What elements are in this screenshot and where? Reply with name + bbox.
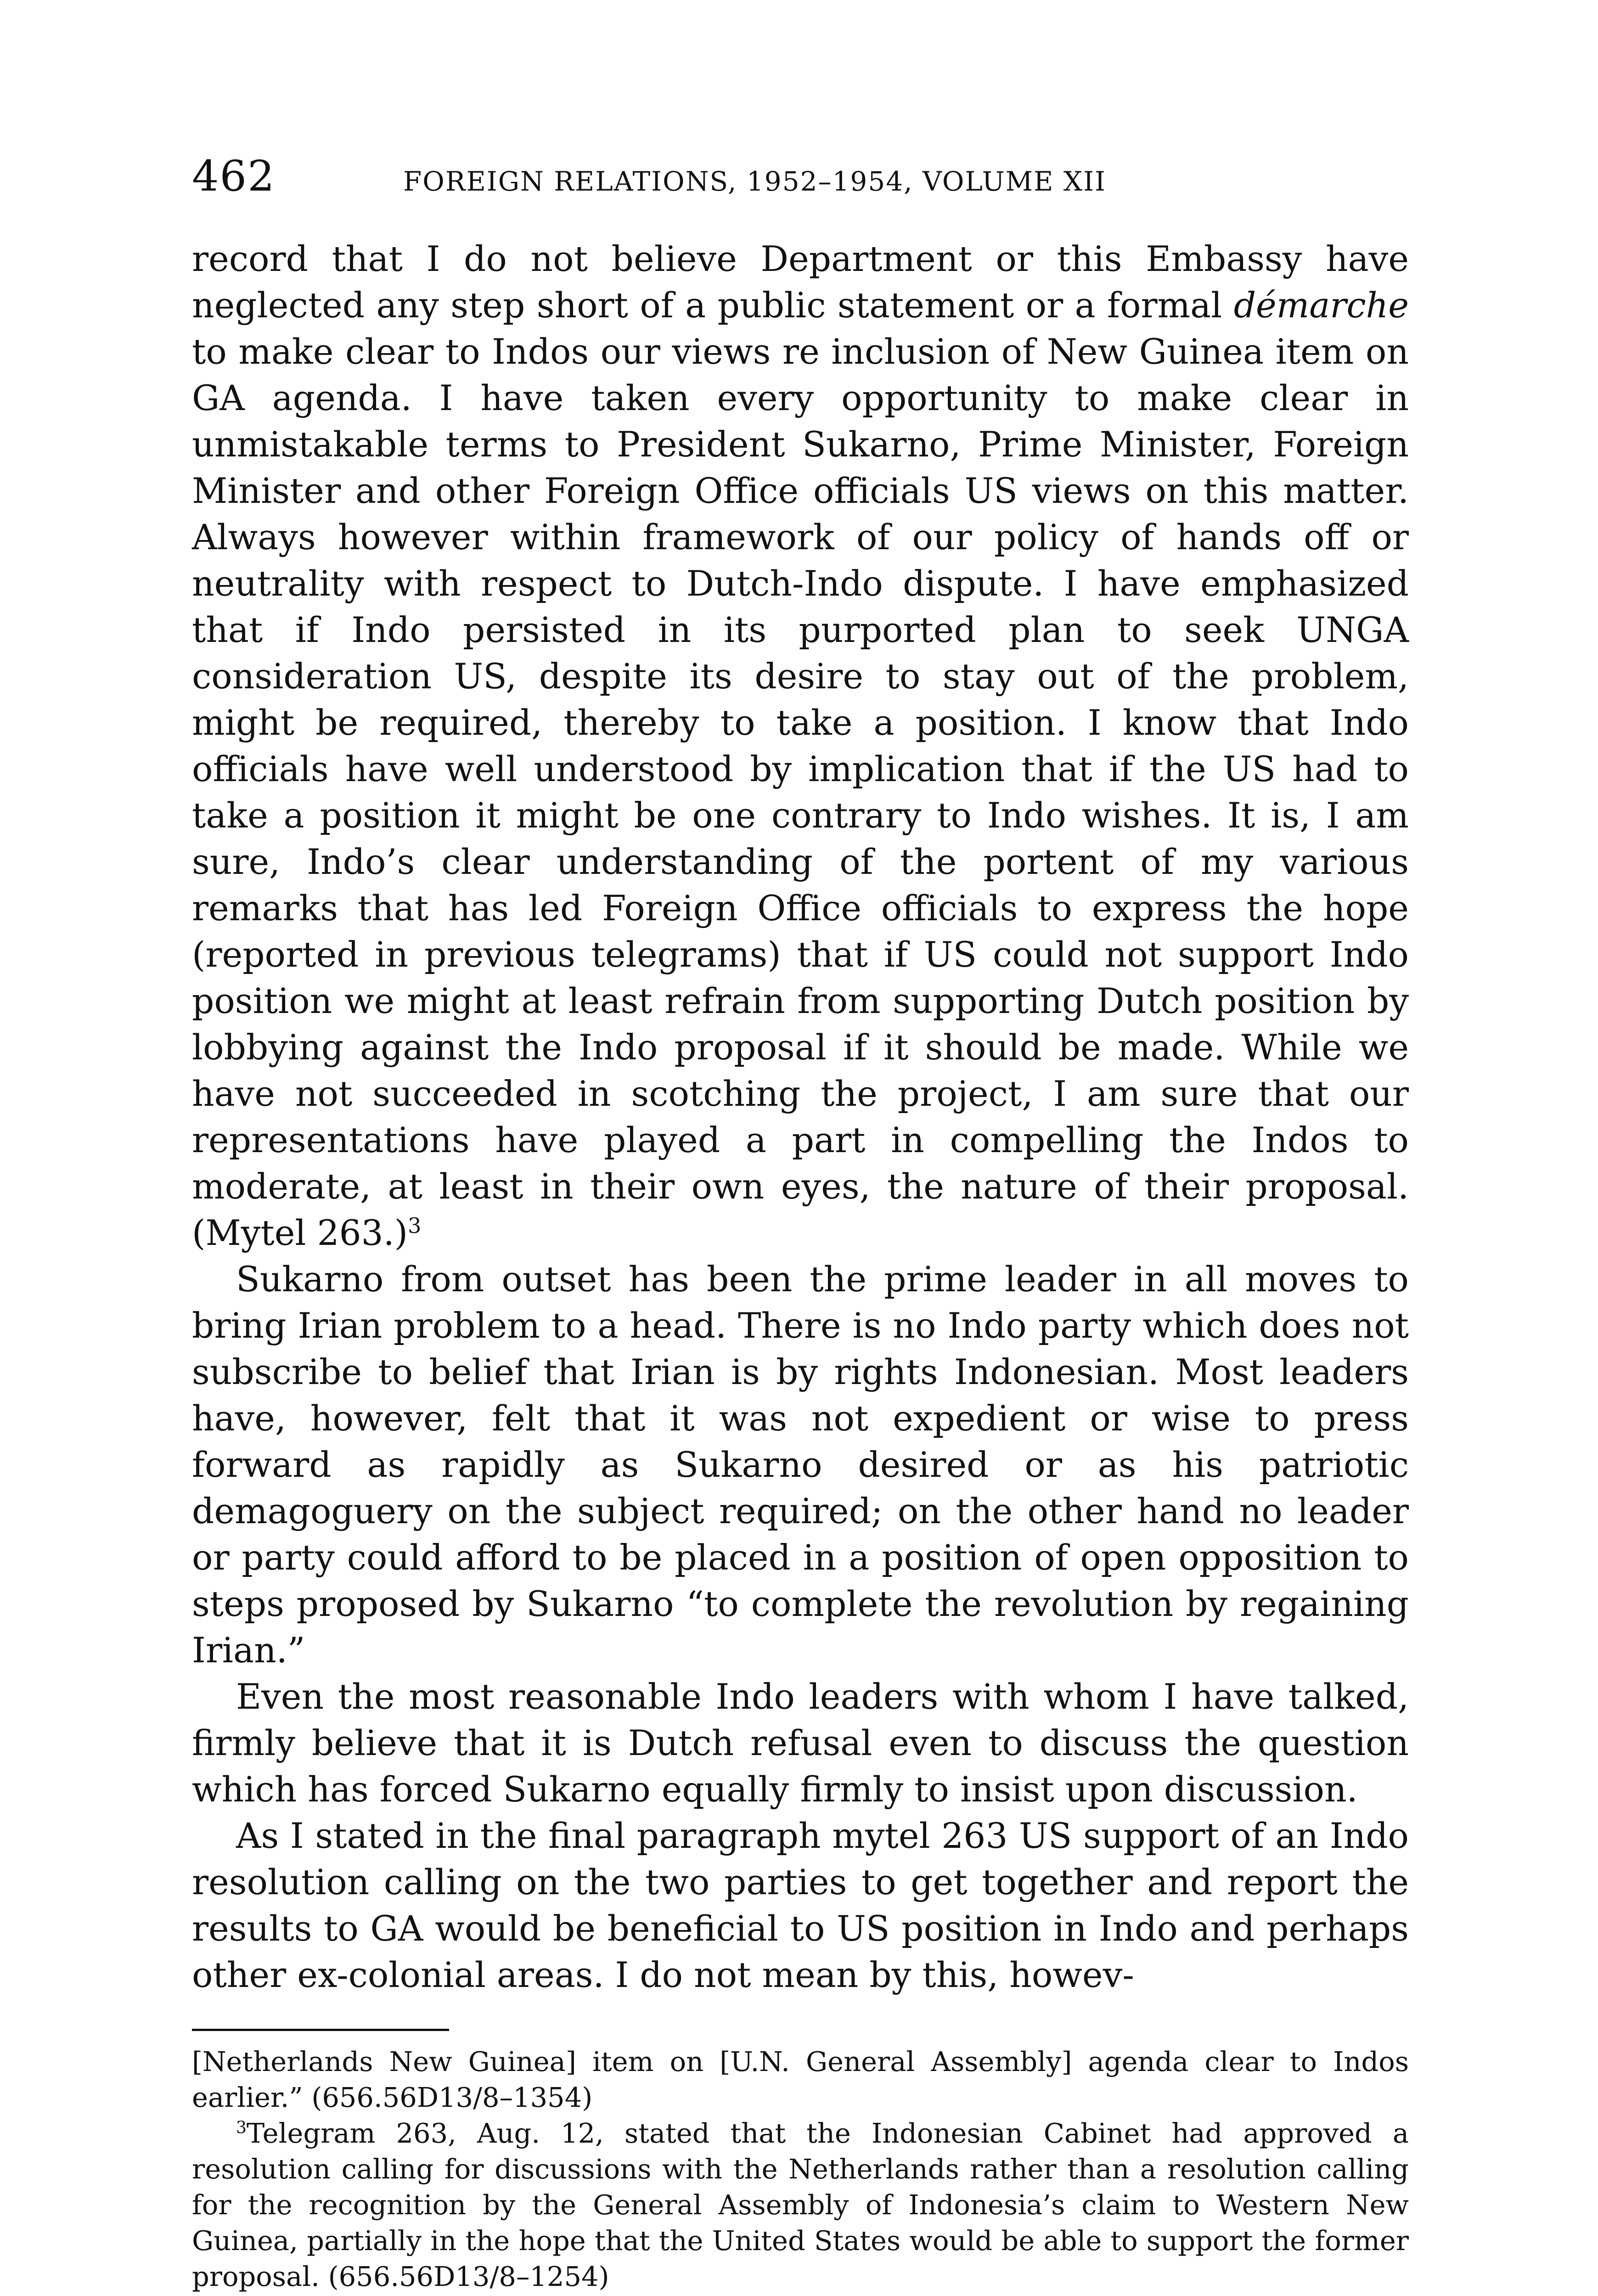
body-text xyxy=(192,236,1409,1998)
footnote-reference-3[interactable]: 3 xyxy=(408,1213,422,1238)
paragraph-3: Even the most reasonable Indo leaders with whom I have talked, firmly believe that it is Dutch refusal even to discuss the question which has forced Sukarno equally firmly to insist upon discussion. xyxy=(192,1677,1409,1810)
footnote-divider xyxy=(192,2029,449,2031)
footnotes xyxy=(192,2044,1409,2295)
paragraph-4: As I stated in the final paragraph mytel 263 US support of an Indo resolution calling on the two parties to get together and report the results to GA would be beneficial to US position in Indo and perhaps other ex-colonial areas. I do not mean by this, howev- xyxy=(192,1816,1409,1995)
footnote-3-marker: 3 xyxy=(236,2118,247,2138)
paragraph-1-text-a: record that I do not believe Department or this Embassy have neglected any step short of a public statement or a formal xyxy=(192,239,1409,326)
page-header xyxy=(192,152,1409,216)
page-number: 462 xyxy=(192,152,276,201)
footnote-3 xyxy=(192,2116,1409,2295)
paragraph-1-italic: démarche xyxy=(1233,285,1409,326)
footnote-3-text: Telegram 263, Aug. 12, stated that the Indonesian Cabinet had approved a resolution calling for discussions with the Netherlands rather than a resolution calling for the recognition by the General Assembly of Indonesia’s claim to Western New Guinea, partially in the hope that the United States would be able to support the former proposal. (656.56D13/8–1254) xyxy=(192,2117,1409,2292)
paragraph-1-text-b: to make clear to Indos our views re inclusion of New Guinea item on GA agenda. I have taken every opportunity to make clear in unmistakable terms to President Sukarno, Prime Minister, Foreign Minister and other Foreign Office officials US views on this matter. Always however within framework of our policy of hands off or neutrality with respect to Dutch-Indo dispute. I have emphasized that if Indo persisted in its purported plan to seek UNGA consideration US, despite its desire to stay out of the problem, might be required, thereby to take a position. I know that Indo officials have well understood by implication that if the US had to take a position it might be one contrary to Indo wishes. It is, I am sure, Indo’s clear understanding of the portent of my various remarks that has led Foreign Office officials to express the hope (reported in previous telegrams) that if US could not support Indo position we might at least refrain from supporting Dutch position by lobbying against the Indo proposal if it should be made. While we have not succeeded in scotching the project, I am sure that our representations have played a part in compelling the Indos to moderate, at least in their own eyes, the nature of their proposal. (Mytel 263.) xyxy=(192,332,1409,1253)
paragraph-2: Sukarno from outset has been the prime leader in all moves to bring Irian problem to a head. There is no Indo party which does not subscribe to belief that Irian is by rights Indonesian. Most leaders have, however, felt that it was not expedient or wise to press forward as rapidly as Sukarno desired or as his patriotic demagoguery on the subject required; on the other hand no leader or party could afford to be placed in a position of open opposition to steps proposed by Sukarno “to complete the revolution by regaining Irian.” xyxy=(192,1259,1409,1671)
paragraph-1 xyxy=(192,236,1409,1256)
running-head: FOREIGN RELATIONS, 1952–1954, VOLUME XII xyxy=(403,166,1106,197)
document-page xyxy=(192,152,1409,2295)
footnote-continued: [Netherlands New Guinea] item on [U.N. General Assembly] agenda clear to Indos earlier.” (656.56D13/8–1354) xyxy=(192,2046,1409,2113)
